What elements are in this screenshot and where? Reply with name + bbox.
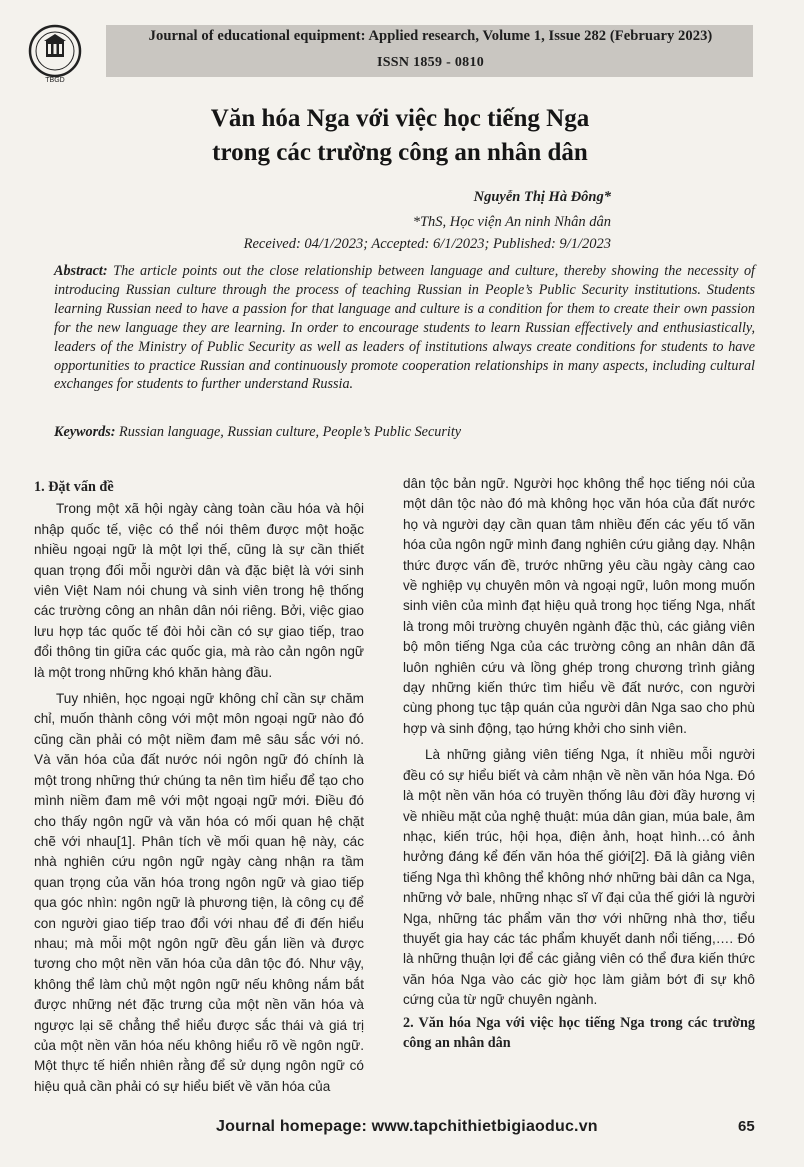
keywords-text: Russian language, Russian culture, People’s Public Security: [115, 424, 462, 440]
keywords-label: Keywords:: [54, 424, 116, 440]
abstract-text: The article points out the close relationship between language and culture, thereby showing the necessity of introducing Russian culture through the process of teaching Russian in People’s Public Security institutions. Students learning Russian need to have a passion for that language and culture is a condition for them to create their own passion for the new language they are learning. In order to encourage students to learn Russian effectively and enthusiastically, leaders of the Ministry of Public Security as well as leaders of institutions always create conditions for students to have opportunities to practice Russian and continuously promote cooperation relationships in many aspects, including cultural exchanges for students to further understand Russia.: [54, 263, 755, 393]
journal-logo: [24, 22, 86, 84]
column-left: [34, 477, 364, 1097]
paragraph: Trong một xã hội ngày càng toàn cầu hóa và hội nhập quốc tế, việc có thể nói thêm được một hoặc nhiều ngoại ngữ là một lợi thế, cũng là sự cần thiết quan trọng đối mỗi người dân và đặc biệt là với sinh viên Việt Nam nói chung và sinh viên trong hệ thống các trường công an nhân dân nói riêng. Bởi, việc giao lưu hợp tác quốc tế đòi hỏi cần có sự giao tiếp, trao đổi thông tin giữa các quốc gia, mà rào cản ngôn ngữ là một trong những khó khăn hàng đầu.: [34, 501, 364, 680]
abstract: [54, 262, 755, 394]
journal-homepage: Journal homepage: www.tapchithietbigiaoduc.vn: [216, 1118, 598, 1135]
section-1-heading: 1. Đặt vấn đề: [34, 479, 114, 495]
column-right: [403, 474, 755, 1053]
keywords: [54, 424, 755, 441]
publication-dates: Received: 04/1/2023; Accepted: 6/1/2023; Published: 9/1/2023: [243, 236, 611, 252]
article-title: [60, 102, 740, 170]
journal-citation: Journal of educational equipment: Applied research, Volume 1, Issue 282 (February 2023): [148, 28, 713, 44]
title-line-2: trong các trường công an nhân dân: [212, 139, 588, 166]
paragraph: Là những giảng viên tiếng Nga, ít nhiều mỗi người đều có sự hiểu biết và cảm nhận về nền văn hóa Nga. Đó là một nền văn hóa có truyền thống lâu đời đầy hương vị về nhiều mặt của nghệ thuật: múa dân gian, múa bale, âm nhạc, kiến trúc, hội họa, điện ảnh, hoạt hình…có ảnh hưởng đáng kể đến văn hóa thế giới[2]. Đã là giảng viên tiếng Nga thì không thể không nhớ những bài dân ca Nga, những vở bale, những nhạc sĩ vĩ đại của thế giới là người Nga, những tác phẩm văn thơ với những nhà thơ, tiểu thuyết gia hay các tác phẩm khuyết danh nổi tiếng,…. Đó là những thuận lợi để các giảng viên có thể đưa kiến thức văn hóa Nga vào các giờ học làm giảm bớt đi sự khô cứng của từ ngữ chuyên ngành.: [403, 747, 755, 1008]
section-2-heading: 2. Văn hóa Nga với việc học tiếng Nga trong các trường công an nhân dân: [403, 1014, 755, 1051]
title-line-1: Văn hóa Nga với việc học tiếng Nga: [210, 105, 590, 132]
abstract-label: Abstract:: [54, 263, 108, 279]
issn: ISSN 1859 - 0810: [376, 55, 485, 70]
paragraph: dân tộc bản ngữ. Người học không thể học tiếng nói của một dân tộc nào đó mà không học văn hóa của đất nước họ và người dạy cần quan tâm nhiều đến các yếu tố văn hóa của ngôn ngữ mình đang nghiên cứu giảng dạy. Nhận thức được vấn đề, trước những yêu cầu ngày càng cao về nghiệp vụ chuyên môn và ngoại ngữ, luôn mong muốn sinh viên của mình đạt hiệu quả trong học tiếng Nga, nhất là trong môi trường chuyên ngành đặc thù, các giảng viên bộ môn tiếng Nga của các trường công an nhân dân đã luôn nghiên cứu và lồng ghép trong chương trình giảng dạy những kiến thức tìm hiểu về đất nước, con người cùng phong tục tập quán của người dân Nga sao cho phù hợp và sinh động, tạo hứng khởi cho sinh viên.: [403, 476, 756, 736]
page-number: 65: [738, 1118, 755, 1135]
logo-text: TBGD: [45, 77, 65, 84]
affiliation: *ThS, Học viện An ninh Nhân dân: [412, 214, 611, 230]
author: Nguyễn Thị Hà Đông*: [473, 189, 611, 205]
paragraph: Tuy nhiên, học ngoại ngữ không chỉ cần sự chăm chỉ, muốn thành công với một môn ngoại ngữ nào đó cũng cần phải có một niềm đam mê sâu sắc với nó. Và văn hóa của đất nước nói ngôn ngữ đó chính là một trong những thứ chúng ta nên tìm hiểu để tạo cho mình niềm đam mê với một ngoại ngữ mới. Điều đó cho thấy ngôn ngữ và văn hóa có mối quan hệ chặt chẽ với nhau[1]. Phân tích về mối quan hệ này, các nhà nghiên cứu ngôn ngữ ngày càng nhận ra tầm quan trọng của văn hóa trong ngôn ngữ và giao tiếp qua góc nhìn: ngôn ngữ là phương tiện, là công cụ để con người giao tiếp trao đổi với nhau để đi đến hiểu nhau; mà mỗi một ngôn ngữ đều gắn liền và được tương cho một nền văn hóa của dân tộc đó. Như vậy, không thể làm chủ một ngôn ngữ nếu không nắm bắt được những nét đặc trưng của một nền văn hóa và ngược lại sẽ chẳng thể hiểu được sắc thái và giá trị của một nền văn hóa nếu không hiểu rõ về ngôn ngữ. Một thực tế hiển nhiên rằng để sử dụng ngôn ngữ có hiệu quả cần phải có sự hiểu biết về văn hóa của: [34, 691, 364, 1094]
